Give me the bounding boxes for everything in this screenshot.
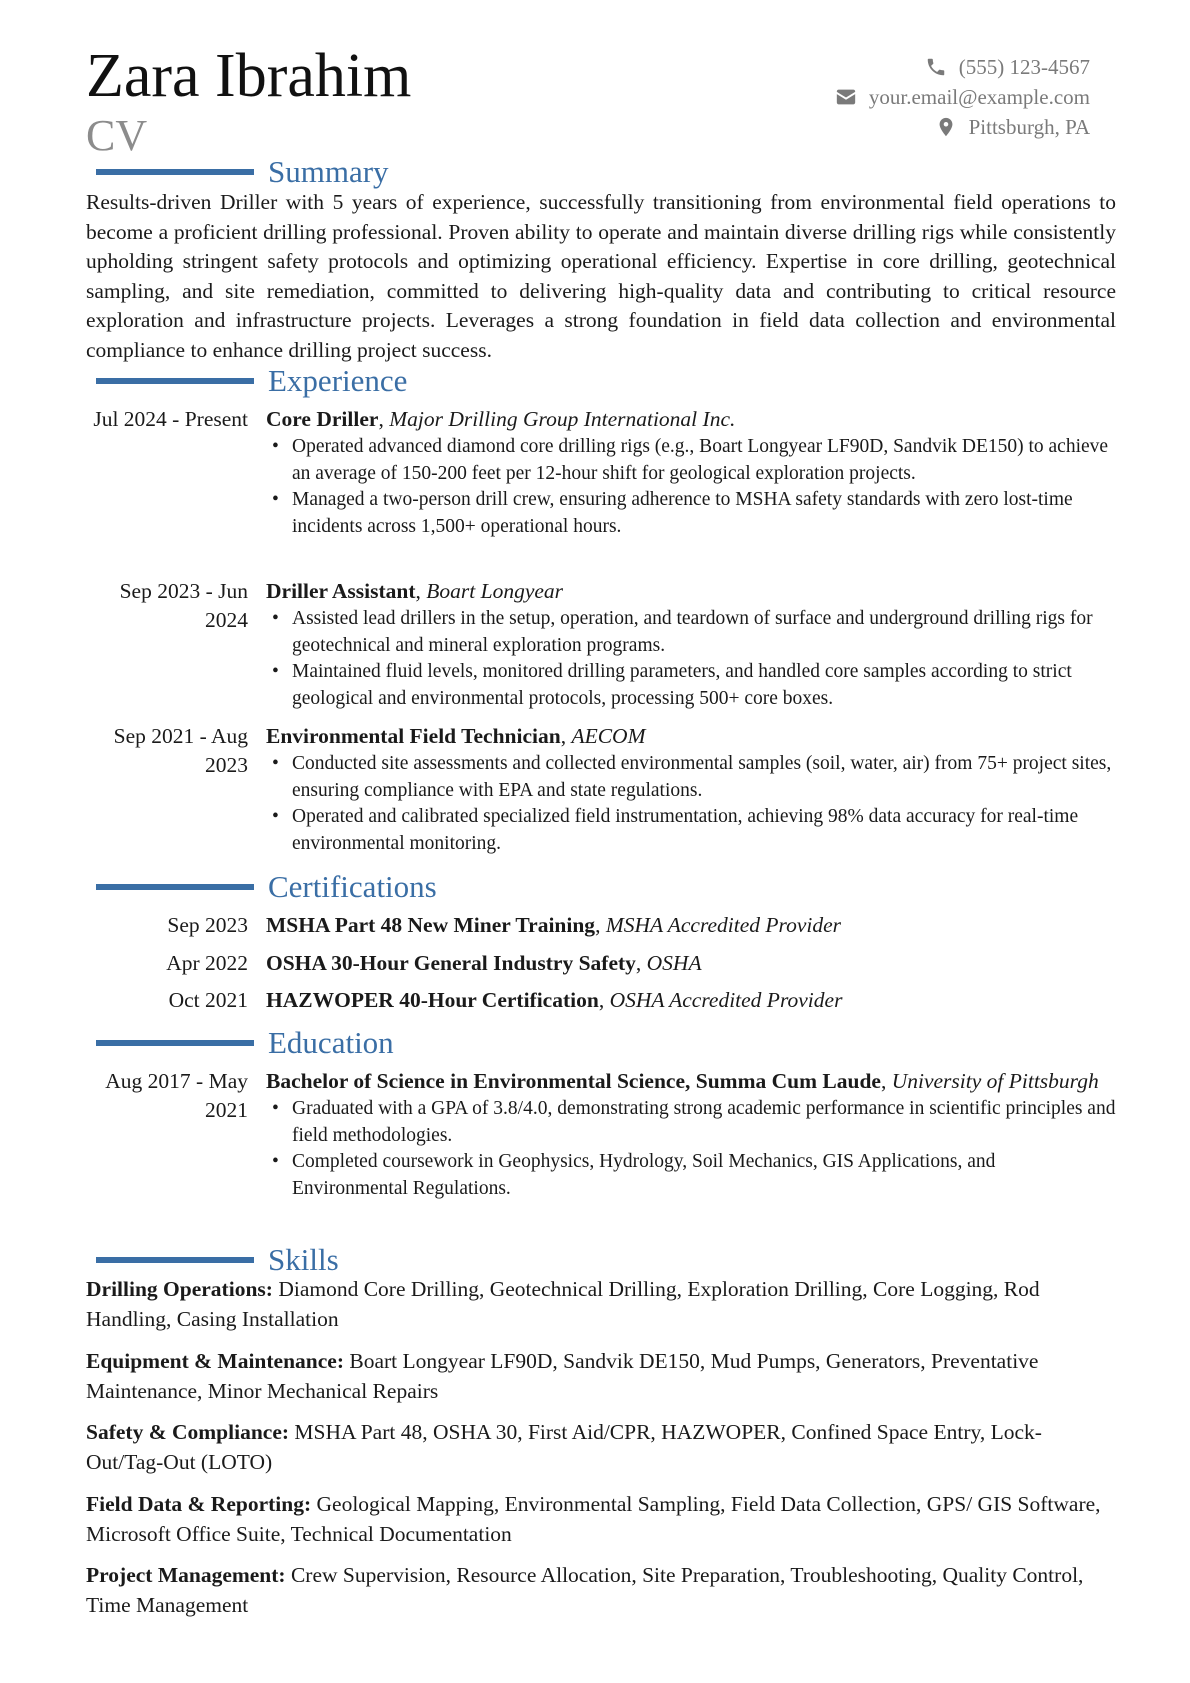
entry-title: OSHA 30-Hour General Industry Safety <box>266 951 636 975</box>
skill-group <box>86 1275 1116 1334</box>
entry-title: Driller Assistant <box>266 579 416 603</box>
entry-bullets <box>266 1096 1116 1202</box>
bullet-item: • Maintained fluid levels, monitored drilling parameters, and handled core samples according to strict geological and environmental protocols, processing 500+ core boxes. <box>292 659 1116 712</box>
section-rule <box>96 1040 254 1046</box>
experience-entry: Jul 2024 - Present Core Driller, Major Drilling Group International Inc. • Operated advanced diamond core drilling rigs (e.g., Boart Longyear LF90D, Sandvik DE150) to achieve an average of 150-200 feet per 12-hour shift for geological exploration projects. • Managed a two-person drill crew, ensuring adherence to MSHA safety standards with zero lost-time incidents across 1,500+ operational hours. <box>86 405 1116 540</box>
entry-date: Jul 2024 - Present <box>93 407 248 431</box>
contact-email <box>835 82 1090 112</box>
skill-label: Drilling Operations: <box>86 1277 273 1301</box>
summary-paragraph: Results-driven Driller with 5 years of experience, successfully transitioning from environmental field operations to become a proficient drilling professional. Proven ability to operate and maintain diverse drilling rigs while consistently upholding stringent safety protocols and optimizing operational efficiency. Expertise in core drilling, geotechnical sampling, and site remediation, committed to delivering high-quality data and contributing to critical resource exploration and infrastructure projects. Leverages a strong foundation in field data collection and environmental compliance to enhance drilling project success. <box>86 190 1116 362</box>
skill-group <box>86 1347 1116 1406</box>
person-name: Zara Ibrahim <box>86 42 412 110</box>
section-title: Certifications <box>268 869 437 904</box>
entry-organization: MSHA Accredited Provider <box>605 913 842 937</box>
bullet-item: • Operated and calibrated specialized field instrumentation, achieving 98% data accuracy for real-time environmental monitoring. <box>292 804 1116 857</box>
bullet-item: • Operated advanced diamond core drilling rigs (e.g., Boart Longyear LF90D, Sandvik DE150) to achieve an average of 150-200 feet per 12-hour shift for geological exploration projects. <box>292 434 1116 487</box>
entry-date: Apr 2022 <box>166 951 248 975</box>
entry-organization: University of Pittsburgh <box>891 1069 1099 1093</box>
entry-organization: OSHA Accredited Provider <box>609 988 843 1012</box>
section-skills-heading <box>96 1242 339 1278</box>
skill-label: Field Data & Reporting: <box>86 1492 312 1516</box>
certification-entry: Sep 2023 MSHA Part 48 New Miner Training, MSHA Accredited Provider <box>86 911 1116 947</box>
section-rule <box>96 884 254 890</box>
location-text: Pittsburgh, PA <box>968 115 1090 139</box>
entry-title: Core Driller <box>266 407 379 431</box>
bullet-item: • Conducted site assessments and collected environmental samples (soil, water, air) from 75+ project sites, ensuring compliance with EPA and state regulations. <box>292 751 1116 804</box>
certification-entry: Apr 2022 OSHA 30-Hour General Industry Safety, OSHA <box>86 949 1116 985</box>
entry-organization: Major Drilling Group International Inc. <box>389 407 736 431</box>
entry-date: Sep 2023 - Jun 2024 <box>119 579 248 632</box>
skill-label: Safety & Compliance: <box>86 1420 290 1444</box>
bullet-item: • Graduated with a GPA of 3.8/4.0, demonstrating strong academic performance in scientific principles and field methodologies. <box>292 1096 1116 1149</box>
entry-bullets <box>266 751 1116 857</box>
entry-title: HAZWOPER 40-Hour Certification <box>266 988 599 1012</box>
skill-group <box>86 1418 1116 1477</box>
entry-date: Sep 2021 - Aug 2023 <box>113 724 248 777</box>
bullet-item: • Completed coursework in Geophysics, Hydrology, Soil Mechanics, GIS Applications, and Environmental Regulations. <box>292 1149 1116 1202</box>
section-title: Summary <box>268 154 389 189</box>
section-rule <box>96 1257 254 1263</box>
certification-entry: Oct 2021 HAZWOPER 40-Hour Certification, OSHA Accredited Provider <box>86 986 1116 1022</box>
phone-number[interactable]: (555) 123-4567 <box>958 55 1090 79</box>
skill-list: Diamond Core Drilling, Geotechnical Drilling, Exploration Drilling, Core Logging, Rod Handling, Casing Installation <box>86 1277 1040 1331</box>
map-marker-icon <box>935 116 957 138</box>
experience-entry: Sep 2021 - Aug 2023 Environmental Field Technician, AECOM • Conducted site assessments and collected environmental samples (soil, water, air) from 75+ project sites, ensuring compliance with EPA and state regulations. • Operated and calibrated specialized field instrumentation, achieving 98% data accuracy for real-time environmental monitoring. <box>86 722 1116 857</box>
entry-title: Environmental Field Technician <box>266 724 561 748</box>
section-rule <box>96 378 254 384</box>
entry-date: Aug 2017 - May 2021 <box>105 1069 248 1122</box>
skill-group <box>86 1490 1116 1549</box>
entry-organization: Boart Longyear <box>426 579 564 603</box>
section-education-heading <box>96 1025 394 1061</box>
entry-date: Sep 2023 <box>167 913 248 937</box>
contact-location <box>835 112 1090 142</box>
skill-list: Geological Mapping, Environmental Sampling, Field Data Collection, GPS/ GIS Software, Microsoft Office Suite, Technical Documentation <box>86 1492 1101 1546</box>
section-title: Experience <box>268 363 408 398</box>
entry-title: Bachelor of Science in Environmental Science, Summa Cum Laude <box>266 1069 881 1093</box>
entry-organization: AECOM <box>571 724 646 748</box>
skill-group <box>86 1561 1116 1620</box>
section-rule <box>96 169 254 175</box>
skill-list: Crew Supervision, Resource Allocation, Site Preparation, Troubleshooting, Quality Control, Time Management <box>86 1563 1084 1617</box>
email-address[interactable]: your.email@example.com <box>868 85 1090 109</box>
bullet-item: • Managed a two-person drill crew, ensuring adherence to MSHA safety standards with zero lost-time incidents across 1,500+ operational hours. <box>292 487 1116 540</box>
entry-bullets <box>266 434 1116 540</box>
entry-organization: OSHA <box>646 951 702 975</box>
skill-label: Equipment & Maintenance: <box>86 1349 344 1373</box>
contact-info <box>835 52 1090 142</box>
section-title: Education <box>268 1025 394 1060</box>
entry-title: MSHA Part 48 New Miner Training <box>266 913 596 937</box>
section-title: Skills <box>268 1242 339 1277</box>
envelope-icon <box>835 86 857 108</box>
phone-icon <box>925 56 947 78</box>
entry-date: Oct 2021 <box>168 988 248 1012</box>
section-experience-heading <box>96 363 407 399</box>
document-subtitle: CV <box>86 111 148 160</box>
experience-entry: Sep 2023 - Jun 2024 Driller Assistant, Boart Longyear • Assisted lead drillers in the setup, operation, and teardown of surface and underground drilling rigs for geotechnical and mineral exploration programs. • Maintained fluid levels, monitored drilling parameters, and handled core samples according to strict geological and environmental protocols, processing 500+ core boxes. <box>86 577 1116 712</box>
bullet-item: • Assisted lead drillers in the setup, operation, and teardown of surface and underground drilling rigs for geotechnical and mineral exploration programs. <box>292 606 1116 659</box>
section-summary-heading <box>96 154 389 190</box>
entry-bullets <box>266 606 1116 712</box>
skill-list: MSHA Part 48, OSHA 30, First Aid/CPR, HAZWOPER, Confined Space Entry, Lock-Out/Tag-Out (LOTO) <box>86 1420 1042 1474</box>
skill-list: Boart Longyear LF90D, Sandvik DE150, Mud Pumps, Generators, Preventative Maintenance, Minor Mechanical Repairs <box>86 1349 1039 1403</box>
education-entry: Aug 2017 - May 2021 Bachelor of Science in Environmental Science, Summa Cum Laude, University of Pittsburgh • Graduated with a GPA of 3.8/4.0, demonstrating strong academic performance in scientific principles and field methodologies. • Completed coursework in Geophysics, Hydrology, Soil Mechanics, GIS Applications, and Environmental Regulations. <box>86 1067 1116 1202</box>
skill-label: Project Management: <box>86 1563 286 1587</box>
contact-phone <box>835 52 1090 82</box>
section-certifications-heading <box>96 869 437 905</box>
